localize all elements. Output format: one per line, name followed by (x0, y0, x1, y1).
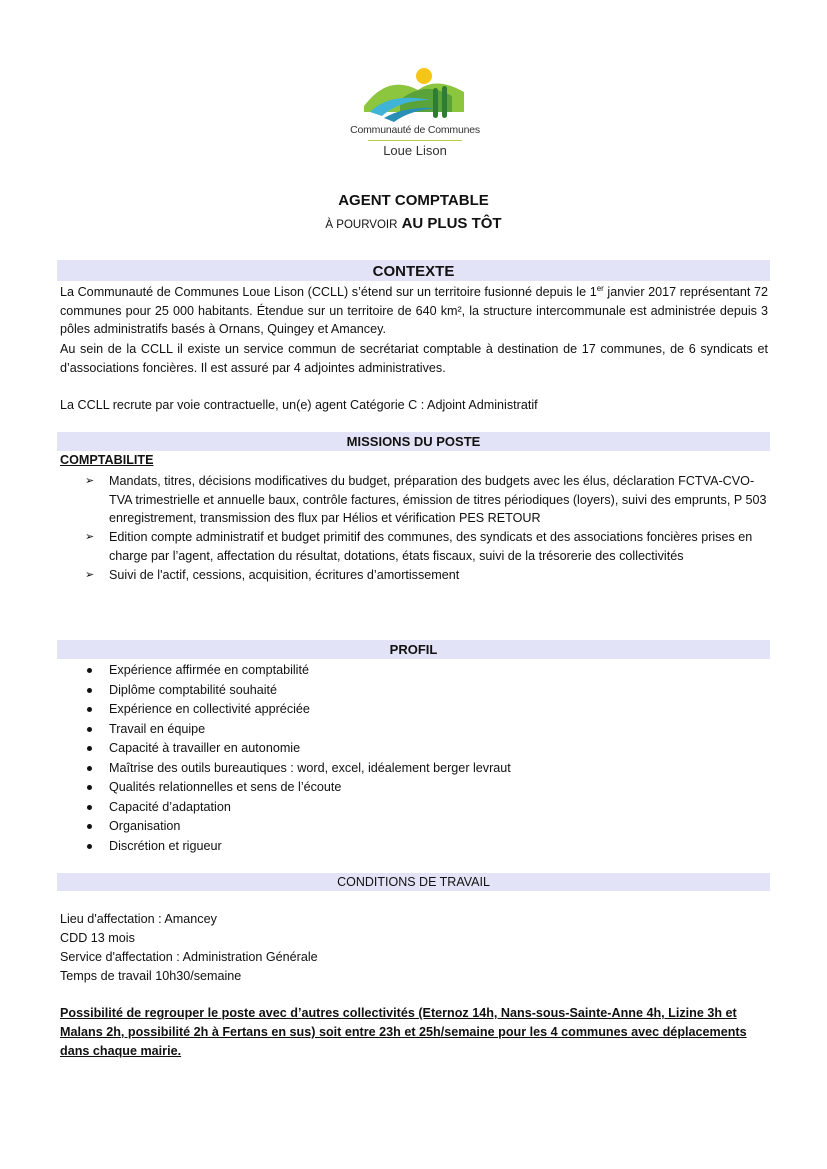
section-heading-profil: PROFIL (57, 640, 770, 659)
arrow-bullet-icon: ➢ (85, 475, 95, 487)
list-item (85, 528, 769, 565)
list-item-text: Mandats, titres, décisions modificatives du budget, préparation des budgets avec les élus, déclaration FCTVA-CVO-TVA trimestrielle et annuelle baux, contrôle factures, émission de titres périodiques (loyers), suivi des emprunts, P 503 enregistrement, transmission des flux par Hélios et vérification PES RETOUR (109, 474, 767, 526)
list-item (85, 472, 769, 528)
ordinal-superscript: er (596, 284, 604, 293)
list-item (85, 720, 511, 740)
list-item (85, 739, 511, 759)
contexte-paragraph-1 (60, 283, 768, 339)
regrouping-note: Possibilité de regrouper le poste avec d’autres collectivités (Eternoz 14h, Nans-sous-Sainte-Anne 4h, Lizine 3h et Malans 2h, possibilité 2h à Fertans en sus) soit entre 23h et 25h/semaine pour les 4 communes avec déplacements dans chaque mairie. (60, 1006, 747, 1058)
list-item-text: Organisation (109, 819, 181, 833)
list-item (85, 798, 511, 818)
bullet-icon (87, 668, 92, 673)
job-availability (0, 215, 827, 232)
logo-org-line2: Loue Lison (383, 143, 447, 158)
list-item-text: Qualités relationnelles et sens de l’écoute (109, 780, 342, 794)
bullet-icon (87, 746, 92, 751)
bullet-icon (87, 805, 92, 810)
list-item (85, 566, 769, 585)
list-item (85, 817, 511, 837)
contexte-paragraph-3: La CCLL recrute par voie contractuelle, un(e) agent Catégorie C : Adjoint Administratif (60, 398, 538, 412)
list-item (85, 681, 511, 701)
list-item (85, 759, 511, 779)
list-item-text: Expérience en collectivité appréciée (109, 702, 310, 716)
conditions-list (60, 910, 318, 986)
condition-line: CDD 13 mois (60, 931, 135, 945)
condition-line: Temps de travail 10h30/semaine (60, 969, 242, 983)
organization-logo (350, 66, 480, 162)
bullet-icon (87, 844, 92, 849)
bullet-icon (87, 766, 92, 771)
bullet-icon (87, 688, 92, 693)
list-item-text: Capacité à travailler en autonomie (109, 741, 301, 755)
list-item-text: Diplôme comptabilité souhaité (109, 682, 278, 697)
arrow-bullet-icon: ➢ (85, 531, 95, 544)
missions-subheading: COMPTABILITE (60, 453, 154, 467)
list-item-text: Capacité d’adaptation (109, 799, 231, 814)
logo-org-line1: Communauté de Communes (350, 124, 480, 136)
contexte-paragraph-2: Au sein de la CCLL il existe un service commun de secrétariat comptable à destination de 17 communes, de 6 syndicats et d’associations foncières. Il est assuré par 4 adjointes administratives. (60, 342, 768, 375)
list-item-text: Maîtrise des outils bureautiques : word, excel, idéalement berger levraut (109, 760, 511, 775)
list-item-text: Discrétion et rigueur (109, 838, 222, 853)
bullet-icon (87, 824, 92, 829)
logo-divider (368, 140, 462, 141)
availability-prefix: À POURVOIR (325, 219, 398, 231)
list-item-text: Suivi de l'actif, cessions, acquisition, écritures d’amortissement (109, 567, 460, 582)
section-heading-missions: MISSIONS DU POSTE (57, 432, 770, 451)
bullet-icon (87, 727, 92, 732)
profil-list (85, 661, 511, 856)
section-heading-conditions: CONDITIONS DE TRAVAIL (57, 873, 770, 891)
arrow-bullet-icon: ➢ (85, 568, 95, 581)
condition-line: Service d'affectation : Administration Générale (60, 950, 318, 964)
condition-line: Lieu d'affectation : Amancey (60, 912, 217, 926)
job-title: AGENT COMPTABLE (338, 192, 489, 209)
list-item-text: Travail en équipe (109, 721, 206, 736)
availability-emphasis: AU PLUS TÔT (401, 215, 502, 232)
list-item (85, 700, 511, 720)
contexte-text: La Communauté de Communes Loue Lison (CCLL) s’étend sur un territoire fusionné depuis le 1 (60, 285, 597, 299)
list-item (85, 661, 511, 681)
list-item-text: Expérience affirmée en comptabilité (109, 663, 309, 677)
missions-list (85, 472, 769, 584)
section-heading-contexte: CONTEXTE (57, 260, 770, 281)
list-item-text: Edition compte administratif et budget primitif des communes, des syndicats et des associations foncières prises en charge par l’agent, affectation du résultat, dotations, états fiscaux, suivi de la trésorerie des collectivités (109, 530, 753, 563)
landscape-logo-icon (360, 66, 470, 124)
contexte-text: janvier 2017 représentant 72 communes pour 25 000 habitants. Étendue sur un territoire de 640 km², la structure intercommunale est administrée depuis 3 pôles administratifs basés à Ornans, Quingey et Amancey. (60, 285, 768, 337)
list-item (85, 778, 511, 798)
bullet-icon (87, 785, 92, 790)
list-item (85, 837, 511, 857)
bullet-icon (87, 707, 92, 712)
